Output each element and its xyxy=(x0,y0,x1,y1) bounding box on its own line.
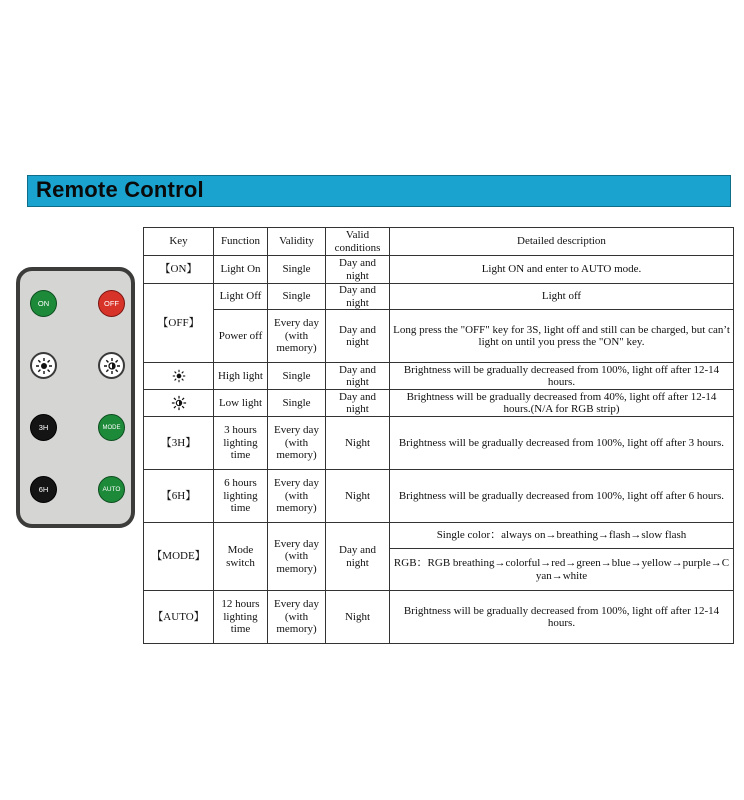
validity-cell: Every day (with memory) xyxy=(268,310,326,363)
header-function: Function xyxy=(214,228,268,256)
header-description: Detailed description xyxy=(390,228,734,256)
conditions-cell: Day and night xyxy=(326,310,390,363)
validity-cell: Single xyxy=(268,284,326,310)
section-banner xyxy=(27,175,731,207)
function-cell: Light On xyxy=(214,256,268,284)
description-cell: Brightness will be gradually decreased from 40%, light off after 12-14 hours.(N/A for RGB strip) xyxy=(390,390,734,417)
remote-function-table xyxy=(143,227,734,644)
function-cell: 3 hours lighting time xyxy=(214,417,268,470)
validity-cell: Single xyxy=(268,390,326,417)
validity-cell: Single xyxy=(268,256,326,284)
remote-off-button: OFF xyxy=(98,290,125,317)
conditions-cell: Night xyxy=(326,591,390,644)
description-cell: Single color：always on→breathing→flash→slow flash xyxy=(390,523,734,549)
validity-cell: Single xyxy=(268,363,326,390)
key-cell: 【OFF】 xyxy=(144,284,214,363)
key-cell xyxy=(144,390,214,417)
description-cell: Brightness will be gradually decreased from 100%, light off after 6 hours. xyxy=(390,470,734,523)
remote-auto-button: AUTO xyxy=(98,476,125,503)
description-cell: Brightness will be gradually decreased from 100%, light off after 3 hours. xyxy=(390,417,734,470)
description-cell: Brightness will be gradually decreased from 100%, light off after 12-14 hours. xyxy=(390,363,734,390)
validity-cell: Every day (with memory) xyxy=(268,591,326,644)
table-row xyxy=(144,390,734,417)
low-brightness-icon xyxy=(103,357,121,375)
conditions-cell: Day and night xyxy=(326,284,390,310)
header-validity: Validity xyxy=(268,228,326,256)
function-cell: 12 hours lighting time xyxy=(214,591,268,644)
table-header-row xyxy=(144,228,734,256)
header-key: Key xyxy=(144,228,214,256)
key-cell: 【3H】 xyxy=(144,417,214,470)
description-cell: Light off xyxy=(390,284,734,310)
remote-3h-button: 3H xyxy=(30,414,57,441)
conditions-cell: Day and night xyxy=(326,256,390,284)
table-row xyxy=(144,470,734,523)
key-cell: 【AUTO】 xyxy=(144,591,214,644)
conditions-cell: Night xyxy=(326,470,390,523)
function-cell: Mode switch xyxy=(214,523,268,591)
description-cell: RGB：RGB breathing→colorful→red→green→blue→yellow→purple→Cyan→white xyxy=(390,549,734,591)
table-row xyxy=(144,310,734,363)
function-cell: High light xyxy=(214,363,268,390)
conditions-cell: Day and night xyxy=(326,390,390,417)
table-row xyxy=(144,523,734,549)
function-cell: Power off xyxy=(214,310,268,363)
table-row xyxy=(144,284,734,310)
validity-cell: Every day (with memory) xyxy=(268,523,326,591)
table-row xyxy=(144,363,734,390)
remote-low-light-button xyxy=(98,352,125,379)
table-row xyxy=(144,417,734,470)
table-row xyxy=(144,256,734,284)
validity-cell: Every day (with memory) xyxy=(268,470,326,523)
conditions-cell: Day and night xyxy=(326,363,390,390)
remote-high-light-button xyxy=(30,352,57,379)
key-cell: 【MODE】 xyxy=(144,523,214,591)
description-cell: Light ON and enter to AUTO mode. xyxy=(390,256,734,284)
conditions-cell: Night xyxy=(326,417,390,470)
high-brightness-icon xyxy=(172,369,186,383)
remote-mode-button: MODE xyxy=(98,414,125,441)
conditions-cell: Day and night xyxy=(326,523,390,591)
table-row xyxy=(144,591,734,644)
header-valid-conditions: Valid conditions xyxy=(326,228,390,256)
remote-on-button: ON xyxy=(30,290,57,317)
validity-cell: Every day (with memory) xyxy=(268,417,326,470)
remote-control-image xyxy=(16,267,135,528)
low-brightness-icon xyxy=(171,395,187,411)
section-title: Remote Control xyxy=(36,177,204,202)
high-brightness-icon xyxy=(35,357,53,375)
key-cell: 【ON】 xyxy=(144,256,214,284)
description-cell: Brightness will be gradually decreased from 100%, light off after 12-14 hours. xyxy=(390,591,734,644)
function-cell: Low light xyxy=(214,390,268,417)
remote-6h-button: 6H xyxy=(30,476,57,503)
function-cell: 6 hours lighting time xyxy=(214,470,268,523)
description-cell: Long press the "OFF" key for 3S, light off and still can be charged, but can’t light on until you press the "ON" key. xyxy=(390,310,734,363)
key-cell: 【6H】 xyxy=(144,470,214,523)
key-cell xyxy=(144,363,214,390)
function-cell: Light Off xyxy=(214,284,268,310)
